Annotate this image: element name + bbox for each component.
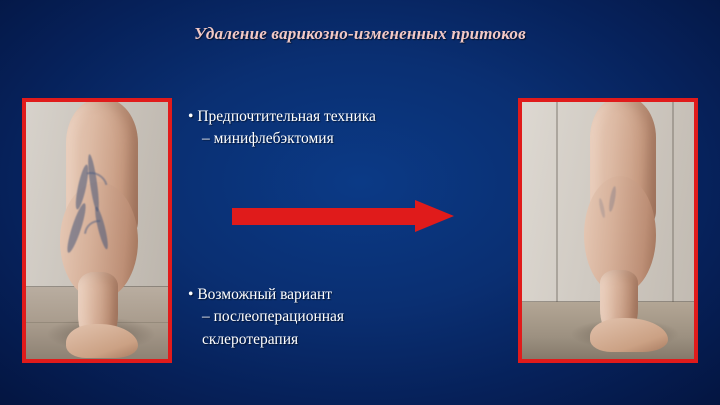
page-title: Удаление варикозно-измененных притоков — [194, 24, 526, 43]
bullet-line-main-1 — [188, 106, 488, 128]
bullet-text-main-1: Предпочтительная техника — [197, 108, 376, 125]
bullet-line-main-2 — [188, 284, 488, 306]
bullet-text-main-2: Возможный вариант — [197, 286, 333, 303]
photo-content-left — [26, 102, 168, 359]
bullet-block-preferred-technique — [188, 106, 488, 151]
bullet-block-possible-option — [188, 284, 488, 351]
wall-seam-right-1 — [556, 102, 558, 302]
wall-seam-right-2 — [672, 102, 674, 302]
bullet-text-sub-1: – минифлебэктомия — [202, 130, 334, 148]
photo-content-right — [522, 102, 694, 359]
red-right-arrow-icon — [232, 200, 454, 232]
photo-after-treated-leg — [518, 98, 698, 363]
bullet-marker-2: • — [188, 286, 194, 303]
arrow-head — [415, 200, 454, 232]
bullet-marker-1: • — [188, 108, 194, 125]
bullet-text-sub-2a: – послеоперационная — [202, 308, 345, 326]
bullet-text-sub-2b: склеротерапия — [202, 330, 299, 348]
arrow-shaft — [232, 208, 417, 225]
photo-before-varicose-leg — [22, 98, 172, 363]
